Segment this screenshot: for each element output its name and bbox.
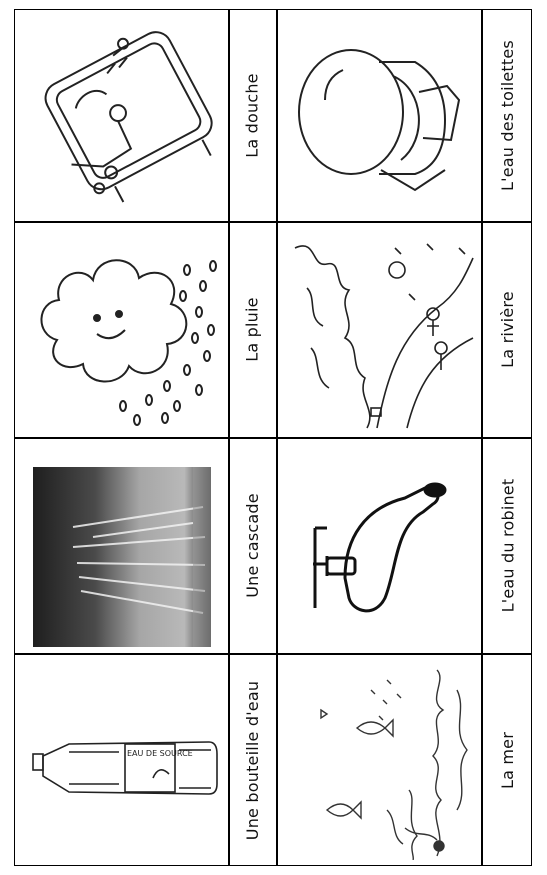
river-icon [287,228,477,432]
bottle-label-text: EAU DE SOURCE [127,749,193,758]
toilet-icon [285,20,475,214]
card-label-cell [482,10,533,221]
card-sheet [14,9,532,866]
card-label-cell [482,438,533,653]
sea-icon [287,660,477,860]
card-label: La rivière [498,291,517,368]
card-label-cell [229,10,276,221]
card-label-cell [229,222,276,437]
shower-bathtub-icon [23,18,223,216]
faucet-icon [305,468,455,628]
water-bottle-icon [29,724,219,804]
card-label: Une cascade [243,493,262,598]
card-label-cell [482,222,533,437]
card-label: La pluie [243,297,262,362]
card-label: L'eau des toilettes [498,40,517,191]
rain-cloud-icon [27,230,221,430]
card-label-cell [482,654,533,867]
card-label-cell [229,438,276,653]
card-label: L'eau du robinet [498,478,517,613]
card-label-cell [229,654,276,867]
waterfall-photo [33,467,211,647]
card-label: La douche [243,73,263,158]
card-label: Une bouteille d'eau [243,680,262,841]
card-label: La mer [498,731,518,790]
